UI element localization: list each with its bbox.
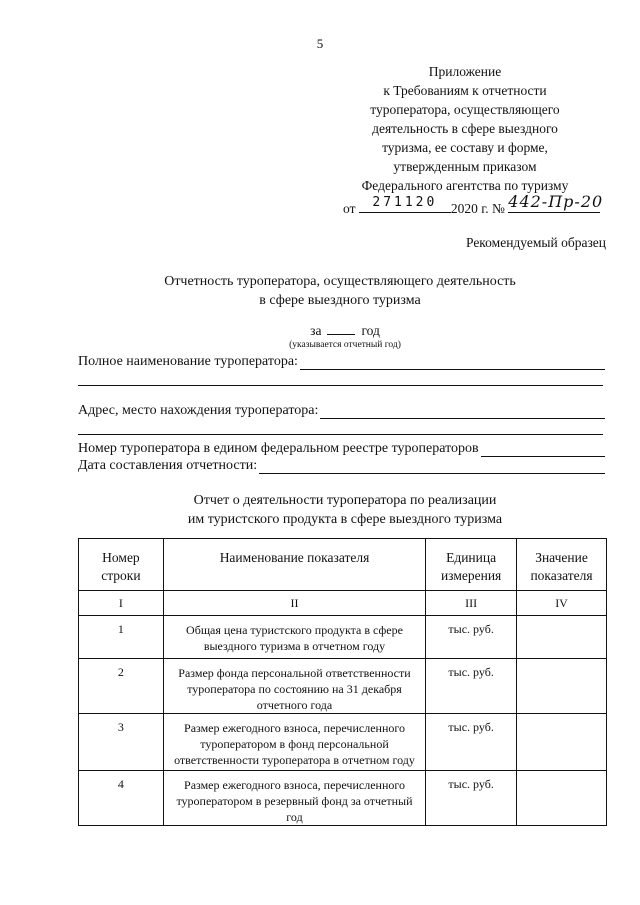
full-name-continuation-line[interactable]	[78, 385, 603, 386]
table-header-row	[79, 539, 607, 591]
unit-cell: тыс. руб.	[426, 714, 517, 771]
period-year-field[interactable]	[327, 322, 355, 335]
order-line	[343, 192, 604, 217]
unit-cell: тыс. руб.	[426, 616, 517, 659]
indicator-name: Размер ежегодного взноса, перечисленного туроператором в фонд персональной ответственности туроператора в отчетном году	[163, 714, 425, 771]
header-value: Значение показателя	[517, 539, 607, 591]
appendix-line: деятельность в сфере выездного	[372, 121, 558, 136]
value-cell[interactable]	[517, 714, 607, 771]
report-title-line: Отчетность туроператора, осуществляющего деятельность	[164, 274, 516, 289]
period-line	[0, 322, 640, 339]
roman-numeral: I	[79, 591, 164, 616]
report-title	[0, 272, 640, 310]
section-title	[0, 491, 640, 529]
appendix-line: Федерального агентства по туризму	[361, 178, 569, 193]
address-continuation-line[interactable]	[78, 434, 603, 435]
recommended-sample-label: Рекомендуемый образец	[465, 235, 606, 250]
header-row-number: Номер строки	[79, 539, 164, 591]
appendix-line: туризма, ее составу и форме,	[382, 140, 548, 155]
value-cell[interactable]	[517, 659, 607, 714]
appendix-line: утвержденным приказом	[393, 159, 537, 174]
row-number: 2	[79, 659, 164, 714]
table-row	[79, 659, 607, 714]
period-suffix: год	[361, 323, 380, 338]
address-field[interactable]	[320, 404, 605, 419]
indicator-name: Общая цена туристского продукта в сфере выездного туризма в отчетном году	[163, 616, 425, 659]
unit-cell: тыс. руб.	[426, 659, 517, 714]
period-note: (указывается отчетный год)	[289, 340, 401, 350]
table-row	[79, 771, 607, 826]
order-year-text: 2020 г. №	[450, 201, 505, 216]
row-number: 4	[79, 771, 164, 826]
order-date-field	[359, 195, 451, 213]
registry-number-row	[78, 441, 605, 457]
appendix-line: Приложение	[428, 64, 502, 79]
table-row	[79, 616, 607, 659]
unit-cell: тыс. руб.	[426, 771, 517, 826]
value-cell[interactable]	[517, 616, 607, 659]
full-name-label: Полное наименование туроператора:	[78, 354, 298, 369]
page-number: 5	[316, 36, 324, 51]
section-title-line: им туристского продукта в сфере выездного туризма	[187, 512, 503, 527]
period-prefix: за	[310, 323, 322, 338]
order-number-field	[508, 192, 604, 213]
full-name-row	[78, 354, 605, 370]
header-unit: Единица измерения	[426, 539, 517, 591]
roman-numeral: II	[163, 591, 425, 616]
order-number-handwritten: 442-Пр-20	[508, 192, 604, 211]
registry-number-label: Номер туроператора в едином федеральном реестре туроператоров	[78, 441, 479, 456]
address-label: Адрес, место нахождения туроператора:	[78, 403, 319, 418]
value-cell[interactable]	[517, 771, 607, 826]
report-title-line: в сфере выездного туризма	[259, 293, 421, 308]
indicator-name: Размер ежегодного взноса, перечисленного туроператором в резервный фонд за отчетный год	[163, 771, 425, 826]
registry-number-field[interactable]	[481, 442, 605, 457]
table-row	[79, 714, 607, 771]
section-title-line: Отчет о деятельности туроператора по реализации	[193, 493, 497, 508]
row-number: 1	[79, 616, 164, 659]
header-indicator-name: Наименование показателя	[163, 539, 425, 591]
report-date-label: Дата составления отчетности:	[78, 458, 258, 473]
appendix-line: туроператора, осуществляющего	[370, 102, 560, 117]
address-row	[78, 403, 605, 419]
report-table	[78, 538, 607, 826]
appendix-line: к Требованиям к отчетности	[383, 83, 547, 98]
report-date-row	[78, 458, 605, 474]
indicator-name: Размер фонда персональной ответственности туроператора по состоянию на 31 декабря отчетного года	[163, 659, 425, 714]
row-number: 3	[79, 714, 164, 771]
appendix-block	[330, 62, 600, 195]
order-date-handwritten: 271120	[372, 195, 438, 210]
roman-numeral: IV	[517, 591, 607, 616]
roman-numeral: III	[426, 591, 517, 616]
table-roman-row	[79, 591, 607, 616]
report-date-field[interactable]	[259, 459, 605, 474]
full-name-field[interactable]	[300, 355, 605, 370]
order-prefix: от	[343, 201, 356, 216]
